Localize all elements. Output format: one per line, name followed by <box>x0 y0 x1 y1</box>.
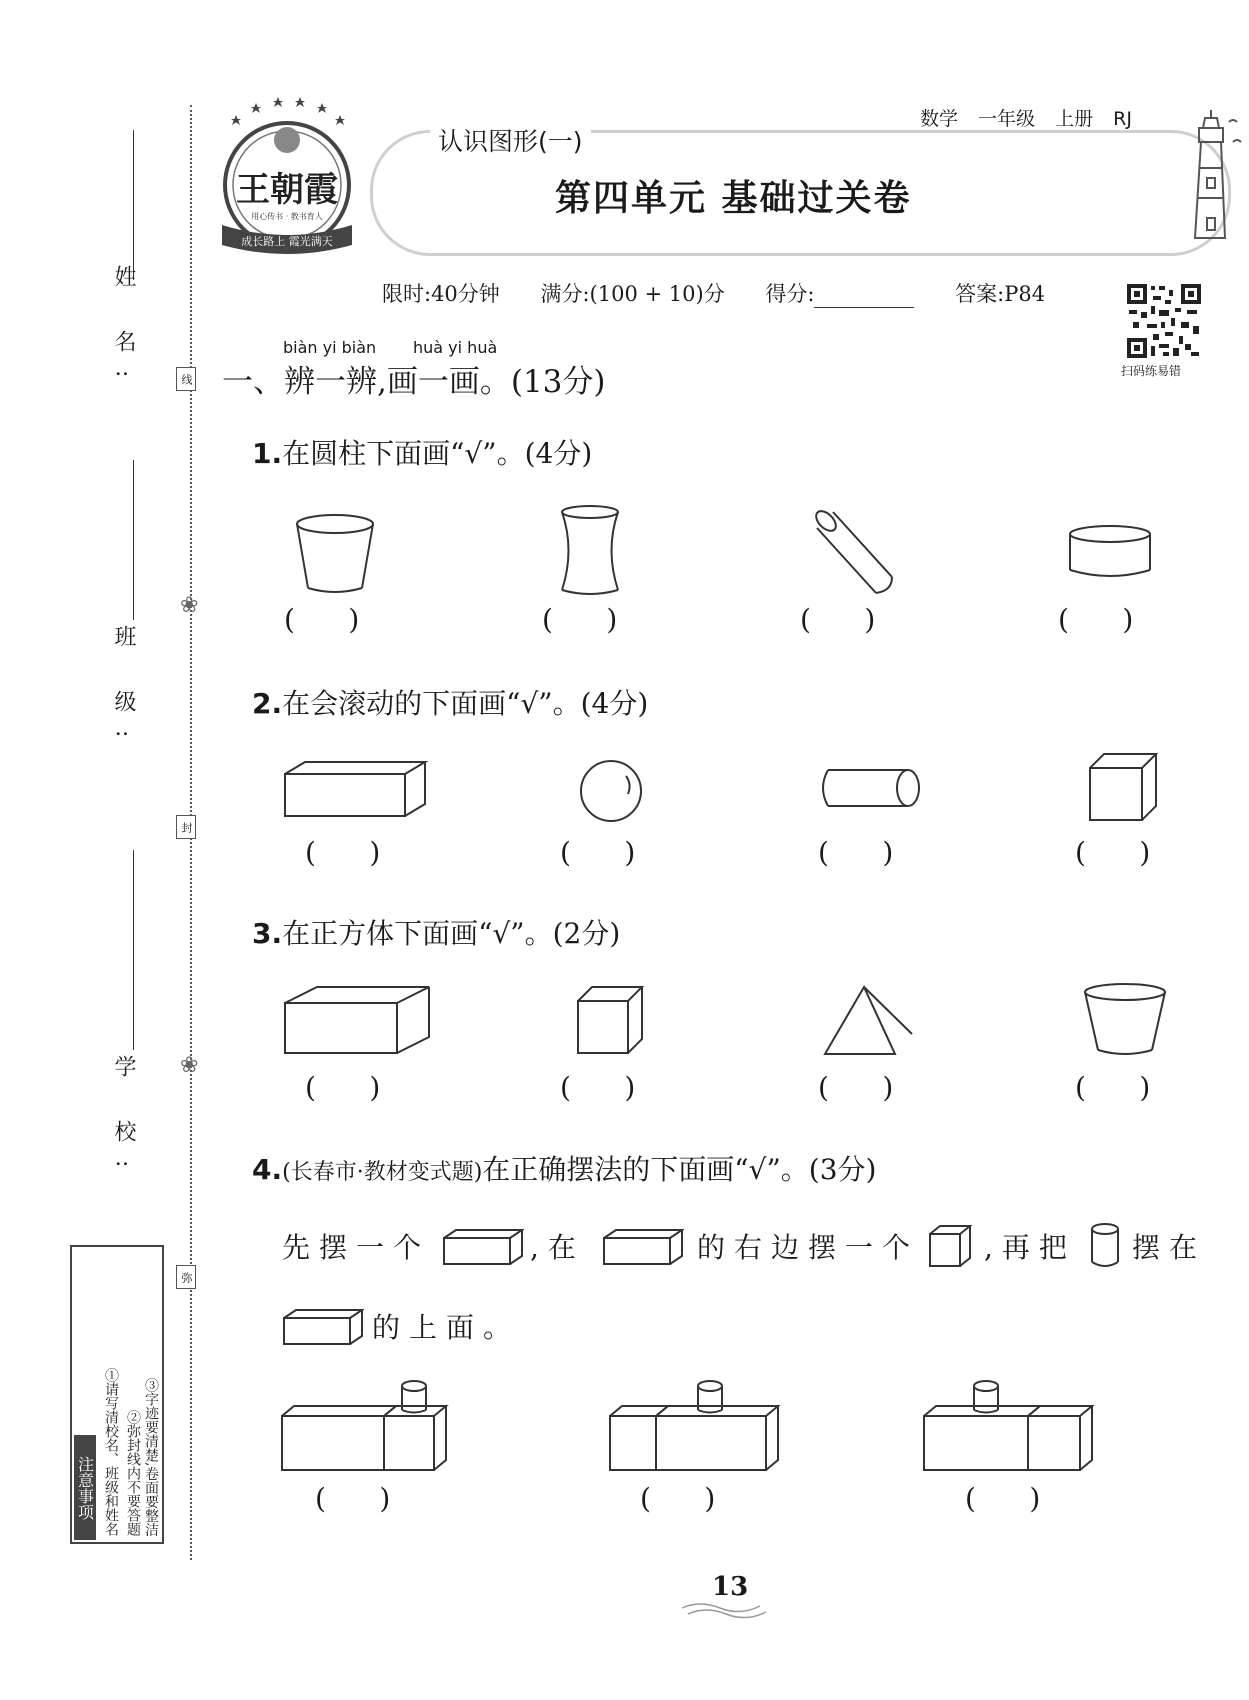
question-4 <box>252 1148 876 1188</box>
answer-blank-3-4[interactable]: ( ) <box>1075 1071 1151 1104</box>
q4-desc-3: 的右边摆一个 <box>697 1231 920 1264</box>
q4-desc-5: 摆在 <box>1132 1231 1207 1264</box>
answer-blank-3-3[interactable]: ( ) <box>818 1071 894 1104</box>
answer-blank-1-1[interactable]: ( ) <box>284 603 360 636</box>
question-4-num: 4. <box>252 1153 283 1186</box>
full-score: 满分:(100 + 10)分 <box>540 282 725 306</box>
q4-desc-4: ,再把 <box>984 1231 1076 1264</box>
flower-ornament-icon: ❀ <box>180 593 199 618</box>
notice-item: ①请写清校名、班级和姓名 <box>103 1368 119 1536</box>
lighthouse-icon <box>1175 108 1245 248</box>
brand-slogan-2: 成长路上 霞光满天 <box>241 235 333 248</box>
brand-slogan-1: 用心传书 · 教书育人 <box>251 212 323 221</box>
answer-blank-4-3[interactable]: ( ) <box>965 1482 1041 1515</box>
shape-cube <box>1088 752 1160 824</box>
answer-blank-2-3[interactable]: ( ) <box>818 836 894 869</box>
q4-desc-2: ,在 <box>530 1231 585 1264</box>
inline-cuboid-icon <box>442 1228 524 1266</box>
answer-blank-3-1[interactable]: ( ) <box>305 1071 381 1104</box>
answer-blank-1-4[interactable]: ( ) <box>1058 603 1134 636</box>
class-fill-line <box>133 460 134 620</box>
q4-desc-1: 先摆一个 <box>282 1231 431 1264</box>
brand-name: 王朝霞 <box>236 170 338 210</box>
question-3-num: 3. <box>252 917 283 950</box>
notice-item: ③字迹要清楚,卷面要整洁 <box>143 1377 159 1536</box>
answer-blank-4-2[interactable]: ( ) <box>640 1482 716 1515</box>
section-title: 一、辨一辨,画一画。(13分) <box>222 364 606 400</box>
shape-lying-cylinder <box>818 766 923 811</box>
qr-caption: 扫码练易错 <box>1121 364 1182 378</box>
arrangement-option-a <box>280 1378 450 1473</box>
class-label: 班 级: <box>111 625 136 756</box>
page-number: 13 <box>712 1572 749 1602</box>
pinyin-huayihua: huà yi huà <box>413 338 498 357</box>
shape-cuboid-large <box>283 985 433 1057</box>
school-fill-line <box>133 850 134 1050</box>
shape-waisted-cylinder <box>555 502 625 602</box>
notice-title: 注意事项 <box>74 1435 96 1540</box>
shape-cube-small <box>576 985 646 1057</box>
question-2-num: 2. <box>252 687 283 720</box>
question-4-source: (长春市·教材变式题) <box>282 1160 483 1185</box>
unit-subtitle: 认识图形(一) <box>430 122 591 158</box>
seal-xian: 线 <box>176 367 196 391</box>
arrangement-option-c <box>922 1378 1097 1473</box>
shape-cup <box>290 510 380 600</box>
shape-tilted-cylinder <box>810 505 900 600</box>
question-3 <box>252 912 620 952</box>
answer-blank-2-2[interactable]: ( ) <box>560 836 636 869</box>
arrangement-option-b <box>608 1378 783 1473</box>
wave-ornament-icon <box>680 1598 770 1620</box>
inline-cube-icon <box>928 1224 972 1268</box>
shape-cup-2 <box>1080 980 1170 1060</box>
question-1 <box>252 432 592 472</box>
flower-ornament-icon: ❀ <box>180 1053 199 1078</box>
answer-blank-4-1[interactable]: ( ) <box>315 1482 391 1515</box>
shape-flat-cylinder <box>1065 522 1155 592</box>
qr-code[interactable] <box>1125 282 1203 360</box>
answer-blank-1-2[interactable]: ( ) <box>542 603 618 636</box>
q4-desc-6: 的上面。 <box>372 1311 521 1344</box>
question-4-text: 在正确摆法的下面画“√”。(3分) <box>482 1153 877 1186</box>
subject-info: 数学 一年级 上册 RJ <box>920 108 1132 130</box>
page-title: 第四单元 基础过关卷 <box>555 178 912 219</box>
inline-cuboid-icon <box>282 1308 364 1346</box>
answer-blank-2-4[interactable]: ( ) <box>1075 836 1151 869</box>
time-limit: 限时:40分钟 <box>382 282 500 306</box>
seal-feng: 封 <box>176 815 196 839</box>
score-blank[interactable] <box>814 307 914 308</box>
notice-box <box>70 1245 164 1544</box>
exam-info-row <box>382 278 1079 308</box>
answer-blank-2-1[interactable]: ( ) <box>305 836 381 869</box>
pinyin-bianyibian: biàn yi biàn <box>283 338 377 357</box>
question-1-text: 在圆柱下面画“√”。(4分) <box>282 437 593 470</box>
seal-mi: 弥 <box>176 1265 196 1289</box>
name-label: 姓 名: <box>111 265 136 396</box>
name-fill-line <box>133 130 134 280</box>
brand-logo <box>212 95 362 265</box>
answer-blank-3-2[interactable]: ( ) <box>560 1071 636 1104</box>
inline-cuboid-icon <box>602 1228 684 1266</box>
score-label: 得分: <box>765 282 815 306</box>
score-field <box>765 282 914 306</box>
question-2-text: 在会滚动的下面画“√”。(4分) <box>282 687 649 720</box>
school-label: 学 校: <box>111 1055 136 1186</box>
question-2 <box>252 682 648 722</box>
question-3-text: 在正方体下面画“√”。(2分) <box>282 917 621 950</box>
inline-cylinder-icon <box>1088 1222 1122 1270</box>
shape-cuboid <box>283 760 428 820</box>
shape-sphere <box>578 758 644 824</box>
notice-item: ②弥封线内不要答题 <box>125 1410 141 1536</box>
answer-ref: 答案:P84 <box>955 282 1046 306</box>
answer-blank-1-3[interactable]: ( ) <box>800 603 876 636</box>
question-1-num: 1. <box>252 437 283 470</box>
shape-cone <box>822 982 917 1057</box>
